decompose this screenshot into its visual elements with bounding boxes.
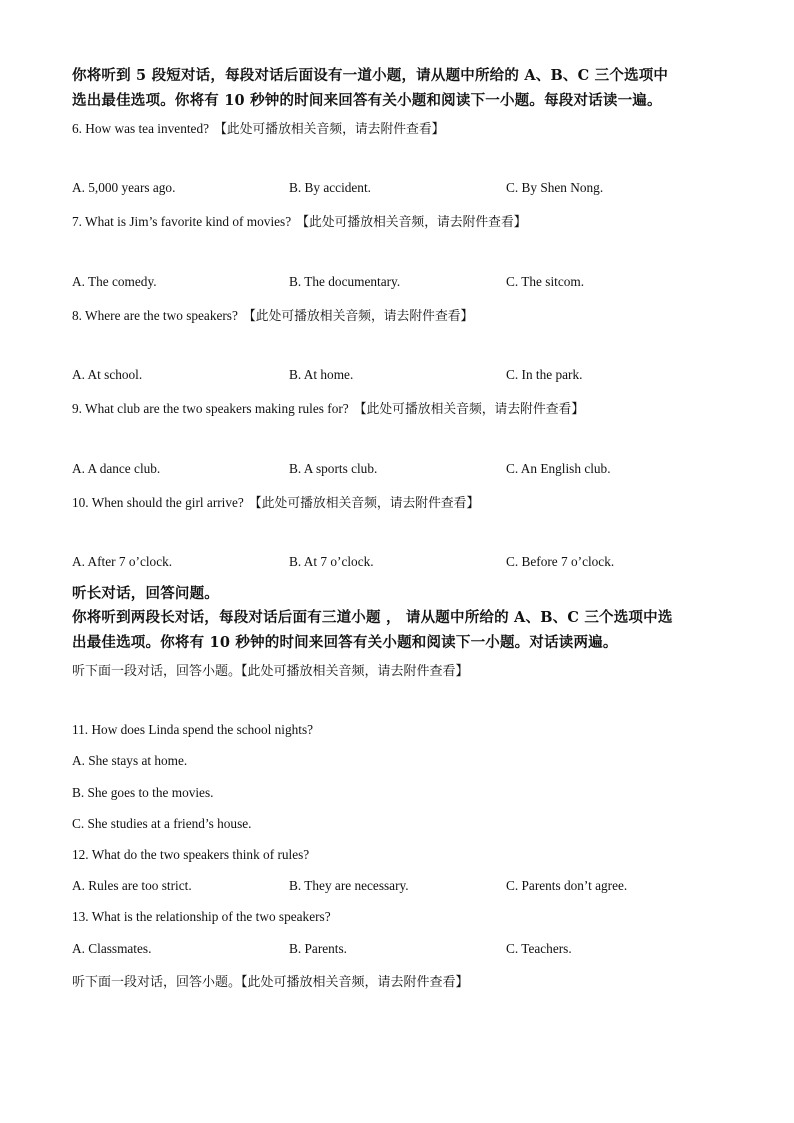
option-b: B. A sports club.: [289, 461, 378, 476]
option-11-b: B. She goes to the movies.: [72, 785, 214, 800]
option-b: B. Parents.: [289, 941, 347, 956]
option-c: C. By Shen Nong.: [506, 180, 604, 195]
option-a: A. After 7 o’clock.: [72, 554, 173, 569]
option-c: C. In the park.: [506, 367, 583, 382]
question-7: [72, 211, 527, 230]
option-b: B. By accident.: [289, 180, 371, 195]
audio-note[interactable]: 【此处可播放相关音频，请去附件查看】: [242, 309, 474, 324]
question-text: 9. What club are the two speakers making rules for?: [72, 401, 349, 416]
option-b: B. At home.: [289, 367, 354, 382]
option-a: A. Rules are too strict.: [72, 878, 192, 893]
option-c: C. Parents don’t agree.: [506, 878, 628, 893]
listen-prompt-2[interactable]: 听下面一段对话，回答小题。【此处可播放相关音频，请去附件查看】: [72, 975, 469, 990]
audio-note[interactable]: 【此处可播放相关音频，请去附件查看】: [214, 122, 445, 137]
option-c: C. Before 7 o’clock.: [506, 554, 615, 569]
option-c: C. An English club.: [506, 461, 611, 476]
option-c: C. The sitcom.: [506, 274, 585, 289]
audio-note[interactable]: 【此处可播放相关音频，请去附件查看】: [296, 215, 527, 230]
question-text: 10. When should the girl arrive?: [72, 495, 244, 510]
intro-line-2: 选出最佳选项。你将有 10 秒钟的时间来回答有关小题和阅读下一小题。每段对话读一遍。: [72, 92, 662, 109]
audio-note[interactable]: 【此处可播放相关音频，请去附件查看】: [248, 496, 480, 511]
option-b: B. The documentary.: [289, 274, 401, 289]
question-12: 12. What do the two speakers think of rules?: [72, 847, 310, 862]
intro-line-1: 你将听到 5 段短对话，每段对话后面设有一道小题，请从题中所给的 A、B、C 三个选项中: [72, 67, 669, 84]
section-instructions-line-1: 你将听到两段长对话，每段对话后面有三道小题 ， 请从题中所给的 A、B、C 三个选项中选: [72, 609, 673, 626]
question-13: 13. What is the relationship of the two speakers?: [72, 909, 331, 924]
question-text: 6. How was tea invented?: [72, 121, 209, 136]
question-11: 11. How does Linda spend the school nights?: [72, 722, 314, 737]
option-11-a: A. She stays at home.: [72, 753, 188, 768]
question-text: 8. Where are the two speakers?: [72, 308, 238, 323]
option-c: C. Teachers.: [506, 941, 572, 956]
question-text: 7. What is Jim’s favorite kind of movies?: [72, 214, 292, 229]
audio-note[interactable]: 【此处可播放相关音频，请去附件查看】: [353, 402, 585, 417]
option-a: A. At school.: [72, 367, 143, 382]
option-a: A. Classmates.: [72, 941, 152, 956]
section-instructions-line-2: 出最佳选项。你将有 10 秒钟的时间来回答有关小题和阅读下一小题。对话读两遍。: [72, 634, 618, 651]
question-10: [72, 492, 479, 511]
question-9: [72, 398, 584, 417]
option-a: A. 5,000 years ago.: [72, 180, 176, 195]
question-6: [72, 118, 444, 137]
section-title: 听长对话，回答问题。: [72, 585, 219, 602]
question-8: [72, 305, 473, 324]
option-a: A. A dance club.: [72, 461, 161, 476]
listen-prompt-1[interactable]: 听下面一段对话，回答小题。【此处可播放相关音频，请去附件查看】: [72, 664, 469, 679]
option-11-c: C. She studies at a friend’s house.: [72, 816, 252, 831]
option-b: B. They are necessary.: [289, 878, 409, 893]
option-a: A. The comedy.: [72, 274, 157, 289]
option-b: B. At 7 o’clock.: [289, 554, 374, 569]
